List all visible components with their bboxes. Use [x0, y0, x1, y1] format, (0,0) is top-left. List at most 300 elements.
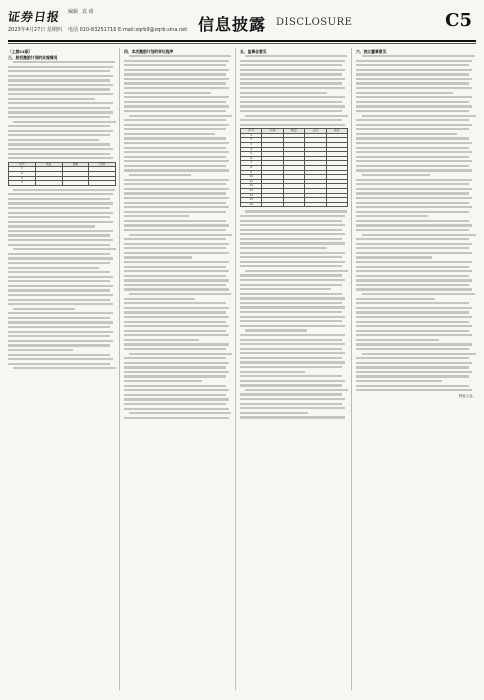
text-line-placeholder — [240, 384, 342, 386]
text-line-placeholder — [356, 348, 469, 350]
text-line-placeholder — [8, 198, 110, 200]
text-line-placeholder — [240, 87, 345, 89]
text-line-placeholder — [240, 297, 345, 299]
contact-phone: 电话 010-83251716 E-mail:zqrb9@zqrb.sina.net — [68, 27, 188, 33]
text-line-placeholder — [13, 121, 116, 123]
text-line-placeholder — [240, 407, 345, 409]
text-line-placeholder — [129, 353, 232, 355]
text-line-placeholder — [240, 366, 342, 368]
text-line-placeholder — [124, 247, 226, 249]
table-cell: 1 — [241, 133, 262, 138]
text-line-placeholder — [356, 238, 469, 240]
article-column-3 — [240, 48, 348, 690]
text-line-placeholder — [124, 96, 229, 98]
text-line-placeholder — [240, 92, 327, 94]
text-line-placeholder — [8, 303, 113, 305]
text-line-placeholder — [124, 92, 211, 94]
text-line-placeholder — [356, 147, 469, 149]
text-line-placeholder — [356, 334, 472, 336]
column-divider — [235, 48, 236, 690]
text-line-placeholder — [8, 221, 113, 223]
text-line-placeholder — [356, 73, 469, 75]
text-line-placeholder — [356, 192, 469, 194]
table-cell: 2 — [241, 138, 262, 143]
table-cell: 5 — [241, 152, 262, 157]
text-line-placeholder — [8, 125, 110, 127]
paper-logo: 证券日报 — [6, 10, 61, 24]
text-line-placeholder — [356, 298, 435, 300]
editor-name: 袁 琦 — [82, 9, 94, 15]
text-line-placeholder — [356, 165, 469, 167]
text-line-placeholder — [240, 256, 342, 258]
text-line-placeholder — [356, 371, 472, 373]
text-line-placeholder — [8, 239, 113, 241]
text-line-placeholder — [124, 211, 226, 213]
table-cell: 13 — [241, 188, 262, 193]
text-line-placeholder — [124, 137, 226, 139]
text-line-placeholder — [240, 348, 342, 350]
text-line-placeholder — [356, 78, 472, 80]
text-line-placeholder — [240, 105, 345, 107]
text-line-placeholder — [124, 398, 229, 400]
editor-label: 编辑 — [68, 9, 79, 15]
table-cell: 10 — [241, 175, 262, 180]
text-line-placeholder — [356, 288, 472, 290]
text-line-placeholder — [240, 412, 308, 414]
text-line-placeholder — [245, 210, 347, 212]
text-line-placeholder — [124, 325, 229, 327]
text-line-placeholder — [124, 311, 226, 313]
text-line-placeholder — [240, 316, 345, 318]
text-line-placeholder — [8, 349, 73, 351]
text-line-placeholder — [124, 408, 229, 410]
text-line-placeholder — [124, 266, 226, 268]
section-title-english: DISCLOSURE — [276, 17, 353, 28]
text-line-placeholder — [8, 212, 113, 214]
masthead-left — [6, 6, 188, 42]
text-line-placeholder — [240, 343, 345, 345]
text-line-placeholder — [124, 142, 229, 144]
table-cell: 7 — [241, 161, 262, 166]
text-line-placeholder — [245, 115, 348, 117]
text-line-placeholder — [8, 134, 110, 136]
text-line-placeholder — [8, 358, 113, 360]
text-line-placeholder — [356, 64, 469, 66]
text-line-placeholder — [356, 343, 472, 345]
text-line-placeholder — [240, 229, 342, 231]
text-line-placeholder — [356, 243, 472, 245]
section-heading: 六、独立董事意见 — [356, 49, 387, 54]
text-line-placeholder — [240, 73, 342, 75]
text-line-placeholder — [240, 284, 342, 286]
table-header: 序号 — [241, 129, 262, 134]
text-line-placeholder — [356, 302, 469, 304]
text-line-placeholder — [240, 302, 342, 304]
text-line-placeholder — [356, 325, 472, 327]
text-line-placeholder — [124, 69, 229, 71]
text-line-placeholder — [356, 316, 472, 318]
text-line-placeholder — [124, 215, 189, 217]
text-line-placeholder — [240, 82, 342, 84]
text-line-placeholder — [240, 233, 345, 235]
text-line-placeholder — [356, 92, 453, 94]
text-line-placeholder — [8, 276, 113, 278]
text-line-placeholder — [240, 293, 342, 295]
text-line-placeholder — [124, 238, 226, 240]
text-line-placeholder — [8, 335, 110, 337]
table-header: 比例 — [89, 162, 116, 167]
text-line-placeholder — [8, 363, 110, 365]
text-line-placeholder — [124, 330, 226, 332]
body-text — [124, 55, 232, 419]
text-line-placeholder — [362, 174, 430, 176]
text-line-placeholder — [356, 206, 472, 208]
text-line-placeholder — [124, 169, 229, 171]
text-line-placeholder — [356, 211, 469, 213]
table-cell: 16 — [241, 202, 262, 207]
text-line-placeholder — [124, 202, 226, 204]
text-line-placeholder — [124, 284, 226, 286]
table-cell: 2 — [9, 171, 36, 176]
text-line-placeholder — [356, 330, 469, 332]
text-line-placeholder — [8, 102, 113, 104]
table-cell — [326, 202, 347, 207]
text-line-placeholder — [124, 307, 229, 309]
text-line-placeholder — [8, 116, 110, 118]
text-line-placeholder — [240, 110, 342, 112]
table-cell — [35, 181, 62, 186]
text-line-placeholder — [356, 110, 469, 112]
text-line-placeholder — [124, 188, 229, 190]
text-line-placeholder — [8, 234, 110, 236]
text-line-placeholder — [8, 193, 113, 195]
section-heading: 四、本次激励计划的审议程序 — [124, 49, 174, 54]
text-line-placeholder — [356, 380, 442, 382]
text-line-placeholder — [8, 157, 113, 159]
text-line-placeholder — [356, 119, 469, 121]
text-line-placeholder — [240, 252, 345, 254]
text-line-placeholder — [245, 270, 348, 272]
text-line-placeholder — [124, 87, 229, 89]
text-line-placeholder — [124, 64, 226, 66]
text-line-placeholder — [356, 183, 469, 185]
text-line-placeholder — [8, 289, 110, 291]
text-line-placeholder — [240, 325, 345, 327]
text-line-placeholder — [356, 275, 469, 277]
section-title: 信息披露 — [198, 15, 267, 34]
text-line-placeholder — [124, 82, 226, 84]
body-text — [8, 61, 116, 159]
text-line-placeholder — [124, 298, 195, 300]
text-line-placeholder — [124, 380, 202, 382]
text-line-placeholder — [8, 153, 110, 155]
text-line-placeholder — [124, 417, 229, 419]
text-line-placeholder — [124, 316, 229, 318]
text-line-placeholder — [124, 389, 229, 391]
text-line-placeholder — [124, 197, 229, 199]
text-line-placeholder — [240, 265, 342, 267]
table-cell: 3 — [9, 176, 36, 181]
text-line-placeholder — [8, 79, 110, 81]
text-line-placeholder — [240, 352, 345, 354]
text-line-placeholder — [8, 340, 113, 342]
text-line-placeholder — [356, 188, 472, 190]
text-line-placeholder — [240, 375, 342, 377]
masthead-rule — [8, 40, 476, 42]
continuation-note: （上接C4版） — [8, 49, 33, 54]
text-line-placeholder — [356, 101, 469, 103]
body-text — [240, 210, 348, 418]
table-cell: 11 — [241, 179, 262, 184]
table-cell: 4 — [9, 181, 36, 186]
text-line-placeholder — [8, 107, 110, 109]
text-line-placeholder — [356, 105, 472, 107]
text-line-placeholder — [240, 96, 345, 98]
text-line-placeholder — [124, 124, 229, 126]
text-line-placeholder — [124, 343, 229, 345]
text-line-placeholder — [356, 266, 469, 268]
text-line-placeholder — [13, 308, 75, 310]
table-body — [9, 167, 116, 185]
text-line-placeholder — [356, 142, 472, 144]
text-line-placeholder — [356, 156, 469, 158]
article-column-2 — [124, 48, 232, 690]
text-line-placeholder — [8, 331, 113, 333]
text-line-placeholder — [240, 261, 345, 263]
table-header: 名称 — [262, 129, 283, 134]
text-line-placeholder — [124, 179, 229, 181]
table-body — [241, 133, 348, 207]
table-cell: 14 — [241, 193, 262, 198]
text-line-placeholder — [8, 66, 113, 68]
text-line-placeholder — [124, 288, 229, 290]
text-line-placeholder — [356, 252, 472, 254]
text-line-placeholder — [356, 197, 472, 199]
text-line-placeholder — [8, 98, 95, 100]
text-line-placeholder — [240, 247, 327, 249]
table-cell: 8 — [241, 166, 262, 171]
text-line-placeholder — [13, 248, 116, 250]
column-divider — [119, 48, 120, 690]
text-line-placeholder — [8, 285, 113, 287]
article-column-4 — [356, 48, 476, 690]
text-line-placeholder — [356, 128, 469, 130]
text-line-placeholder — [240, 398, 345, 400]
text-line-placeholder — [8, 207, 110, 209]
text-line-placeholder — [8, 130, 113, 132]
text-line-placeholder — [124, 348, 226, 350]
text-line-placeholder — [8, 299, 110, 301]
text-line-placeholder — [356, 279, 472, 281]
text-line-placeholder — [240, 339, 342, 341]
text-line-placeholder — [240, 279, 345, 281]
text-line-placeholder — [8, 75, 113, 77]
text-line-placeholder — [8, 93, 113, 95]
text-line-placeholder — [356, 366, 469, 368]
text-line-placeholder — [124, 334, 229, 336]
body-text — [240, 55, 348, 126]
text-line-placeholder — [8, 271, 110, 273]
closing-signature: 特此公告。 — [459, 394, 476, 399]
text-line-placeholder — [13, 367, 116, 369]
table-cell: 3 — [241, 143, 262, 148]
text-line-placeholder — [362, 293, 475, 295]
text-line-placeholder — [124, 73, 226, 75]
table-header: 序号 — [9, 162, 36, 167]
text-line-placeholder — [8, 267, 99, 269]
table-header: 数量 — [283, 129, 304, 134]
text-line-placeholder — [240, 403, 342, 405]
text-line-placeholder — [240, 288, 331, 290]
text-line-placeholder — [124, 339, 199, 341]
text-line-placeholder — [356, 151, 472, 153]
text-line-placeholder — [8, 148, 113, 150]
text-line-placeholder — [240, 274, 342, 276]
table-cell: 1 — [9, 167, 36, 172]
text-line-placeholder — [8, 88, 110, 90]
text-line-placeholder — [240, 78, 345, 80]
text-line-placeholder — [124, 256, 192, 258]
text-line-placeholder — [245, 389, 348, 391]
masthead — [8, 6, 476, 44]
column-divider — [351, 48, 352, 690]
text-line-placeholder — [362, 353, 476, 355]
text-line-placeholder — [124, 220, 226, 222]
text-line-placeholder — [124, 375, 226, 377]
text-line-placeholder — [240, 242, 345, 244]
text-line-placeholder — [356, 339, 439, 341]
text-line-placeholder — [8, 280, 110, 282]
table-cell: 6 — [241, 156, 262, 161]
text-line-placeholder — [356, 357, 469, 359]
text-line-placeholder — [8, 294, 113, 296]
text-line-placeholder — [124, 151, 229, 153]
table-cell — [62, 181, 89, 186]
table-cell — [262, 202, 283, 207]
text-line-placeholder — [124, 192, 226, 194]
text-line-placeholder — [124, 366, 226, 368]
text-line-placeholder — [356, 224, 472, 226]
text-line-placeholder — [124, 321, 226, 323]
text-line-placeholder — [356, 229, 469, 231]
text-line-placeholder — [8, 225, 95, 227]
text-line-placeholder — [356, 137, 469, 139]
text-line-placeholder — [240, 320, 342, 322]
text-line-placeholder — [8, 354, 110, 356]
text-line-placeholder — [356, 270, 472, 272]
text-line-placeholder — [240, 124, 345, 126]
text-line-placeholder — [8, 253, 110, 255]
text-line-placeholder — [124, 243, 229, 245]
text-line-placeholder — [13, 61, 115, 63]
text-line-placeholder — [356, 124, 472, 126]
text-line-placeholder — [129, 174, 191, 176]
text-line-placeholder — [362, 115, 476, 117]
text-line-placeholder — [124, 270, 229, 272]
text-line-placeholder — [124, 275, 226, 277]
section-heading: 三、股权激励计划的实施情况 — [8, 55, 58, 60]
text-line-placeholder — [124, 160, 229, 162]
text-line-placeholder — [124, 165, 226, 167]
text-line-placeholder — [8, 344, 110, 346]
text-line-placeholder — [124, 183, 226, 185]
text-line-placeholder — [124, 105, 229, 107]
text-line-placeholder — [356, 307, 472, 309]
text-line-placeholder — [356, 69, 472, 71]
table-cell — [89, 181, 116, 186]
text-line-placeholder — [129, 412, 231, 414]
text-line-placeholder — [356, 179, 472, 181]
text-line-placeholder — [356, 362, 472, 364]
text-line-placeholder — [240, 416, 345, 418]
text-line-placeholder — [8, 230, 113, 232]
section-heading: 五、监事会意见 — [240, 49, 267, 54]
text-line-placeholder — [124, 362, 229, 364]
text-line-placeholder — [356, 82, 469, 84]
text-line-placeholder — [356, 96, 472, 98]
text-line-placeholder — [240, 380, 345, 382]
text-line-placeholder — [129, 115, 232, 117]
financial-table — [8, 162, 116, 186]
text-line-placeholder — [8, 326, 110, 328]
table-cell: 12 — [241, 184, 262, 189]
text-line-placeholder — [124, 261, 229, 263]
text-line-placeholder — [240, 306, 345, 308]
text-line-placeholder — [362, 55, 475, 57]
text-line-placeholder — [8, 139, 99, 141]
text-line-placeholder — [124, 119, 226, 121]
article-column-1 — [8, 48, 116, 690]
text-line-placeholder — [245, 55, 347, 57]
text-line-placeholder — [356, 311, 469, 313]
text-line-placeholder — [124, 156, 226, 158]
text-line-placeholder — [124, 60, 229, 62]
text-line-placeholder — [13, 189, 115, 191]
text-line-placeholder — [356, 321, 469, 323]
text-line-placeholder — [8, 244, 110, 246]
text-line-placeholder — [356, 385, 469, 387]
text-line-placeholder — [124, 206, 229, 208]
table-cell: 15 — [241, 198, 262, 203]
text-line-placeholder — [356, 375, 469, 377]
text-line-placeholder — [124, 403, 226, 405]
text-line-placeholder — [129, 55, 231, 57]
table-cell — [283, 202, 304, 207]
table-row — [9, 181, 116, 186]
text-line-placeholder — [124, 147, 226, 149]
text-line-placeholder — [129, 293, 231, 295]
masthead-rule-thin — [8, 43, 476, 44]
text-line-placeholder — [8, 70, 110, 72]
text-line-placeholder — [240, 334, 345, 336]
text-line-placeholder — [356, 389, 472, 391]
text-line-placeholder — [240, 224, 345, 226]
table-header: 项目 — [35, 162, 62, 167]
text-line-placeholder — [8, 111, 113, 113]
text-line-placeholder — [356, 261, 472, 263]
text-line-placeholder — [356, 284, 469, 286]
text-line-placeholder — [356, 160, 472, 162]
table-header: 占比 — [305, 129, 326, 134]
editor-info — [68, 9, 94, 16]
text-line-placeholder — [8, 262, 110, 264]
text-line-placeholder — [8, 202, 113, 204]
table-row — [241, 202, 348, 207]
text-line-placeholder — [240, 64, 342, 66]
text-line-placeholder — [356, 133, 457, 135]
text-line-placeholder — [8, 312, 113, 314]
text-line-placeholder — [240, 220, 342, 222]
